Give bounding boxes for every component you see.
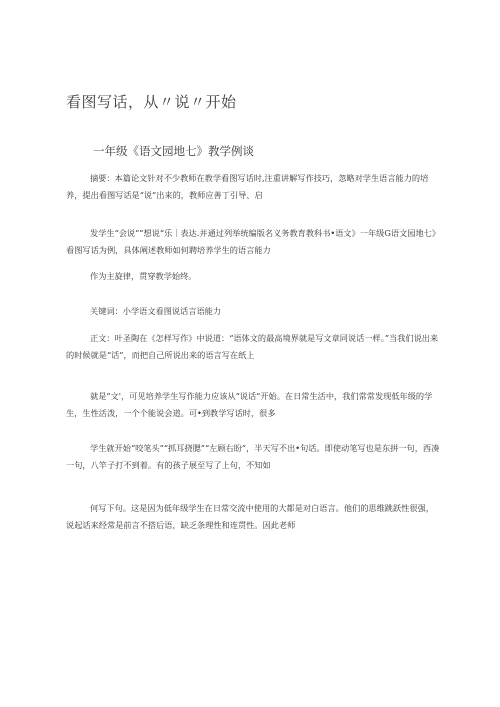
abstract-paragraph: 摘要：本篇论文针对不少教师在教学看图写话时,注重讲解写作技巧，忽略对学生语言能力的培养，提出看图写话是“说”出来的，教师应善丁引导、启 [66, 173, 429, 200]
abstract-paragraph-continued: 发学生“会说”“想说“乐｜表达.并通过列举统编版名义务教育教科书•语文》一年级G语文园地七》看图写话为例，具体阐述教师如何聘培养学生的语言能力 [66, 228, 441, 255]
body-paragraph: 正文：叶圣陶在《怎样写作》中说道：“语体文的最高境界就是写文章同说话一样。”当我们说出来的时候就是“话”，而把自己所说出来的语言写在纸上 [66, 333, 439, 360]
body-paragraph: 何写下句。这是因为低年级学生在日常交流中使用的大都是对白语言。他们的思维跳跃性很强，说起话来经常是前言不搭后语，缺乏条理性和连贯性。因此老师 [66, 503, 434, 530]
article-title: 看图写话，从〃说〃开始 [66, 93, 237, 111]
body-paragraph: 学生就开始“咬笔头”“抓耳挠腮”“左顾右盼”，半天写不出•句话。即使动笔写也是东拼一句，西凑一句，八竿子打不到着。有的孩子展至写了上句，不知如 [66, 443, 440, 470]
keywords-paragraph: 关键词：小学语文看图说话言语能力 [90, 306, 222, 316]
abstract-paragraph-end: 作为主旋律，贯穿教学始终。 [90, 271, 197, 281]
article-subtitle: 一年级《语文园地七》教学例谈 [93, 144, 254, 158]
body-paragraph: 就是“文'，可见培养学生写作能力应该从“说话”开始。在日常生活中，我们常常发现低年级的学生，生性活泼，一个个能说会道。可•到教学写话时，很多 [66, 391, 433, 418]
